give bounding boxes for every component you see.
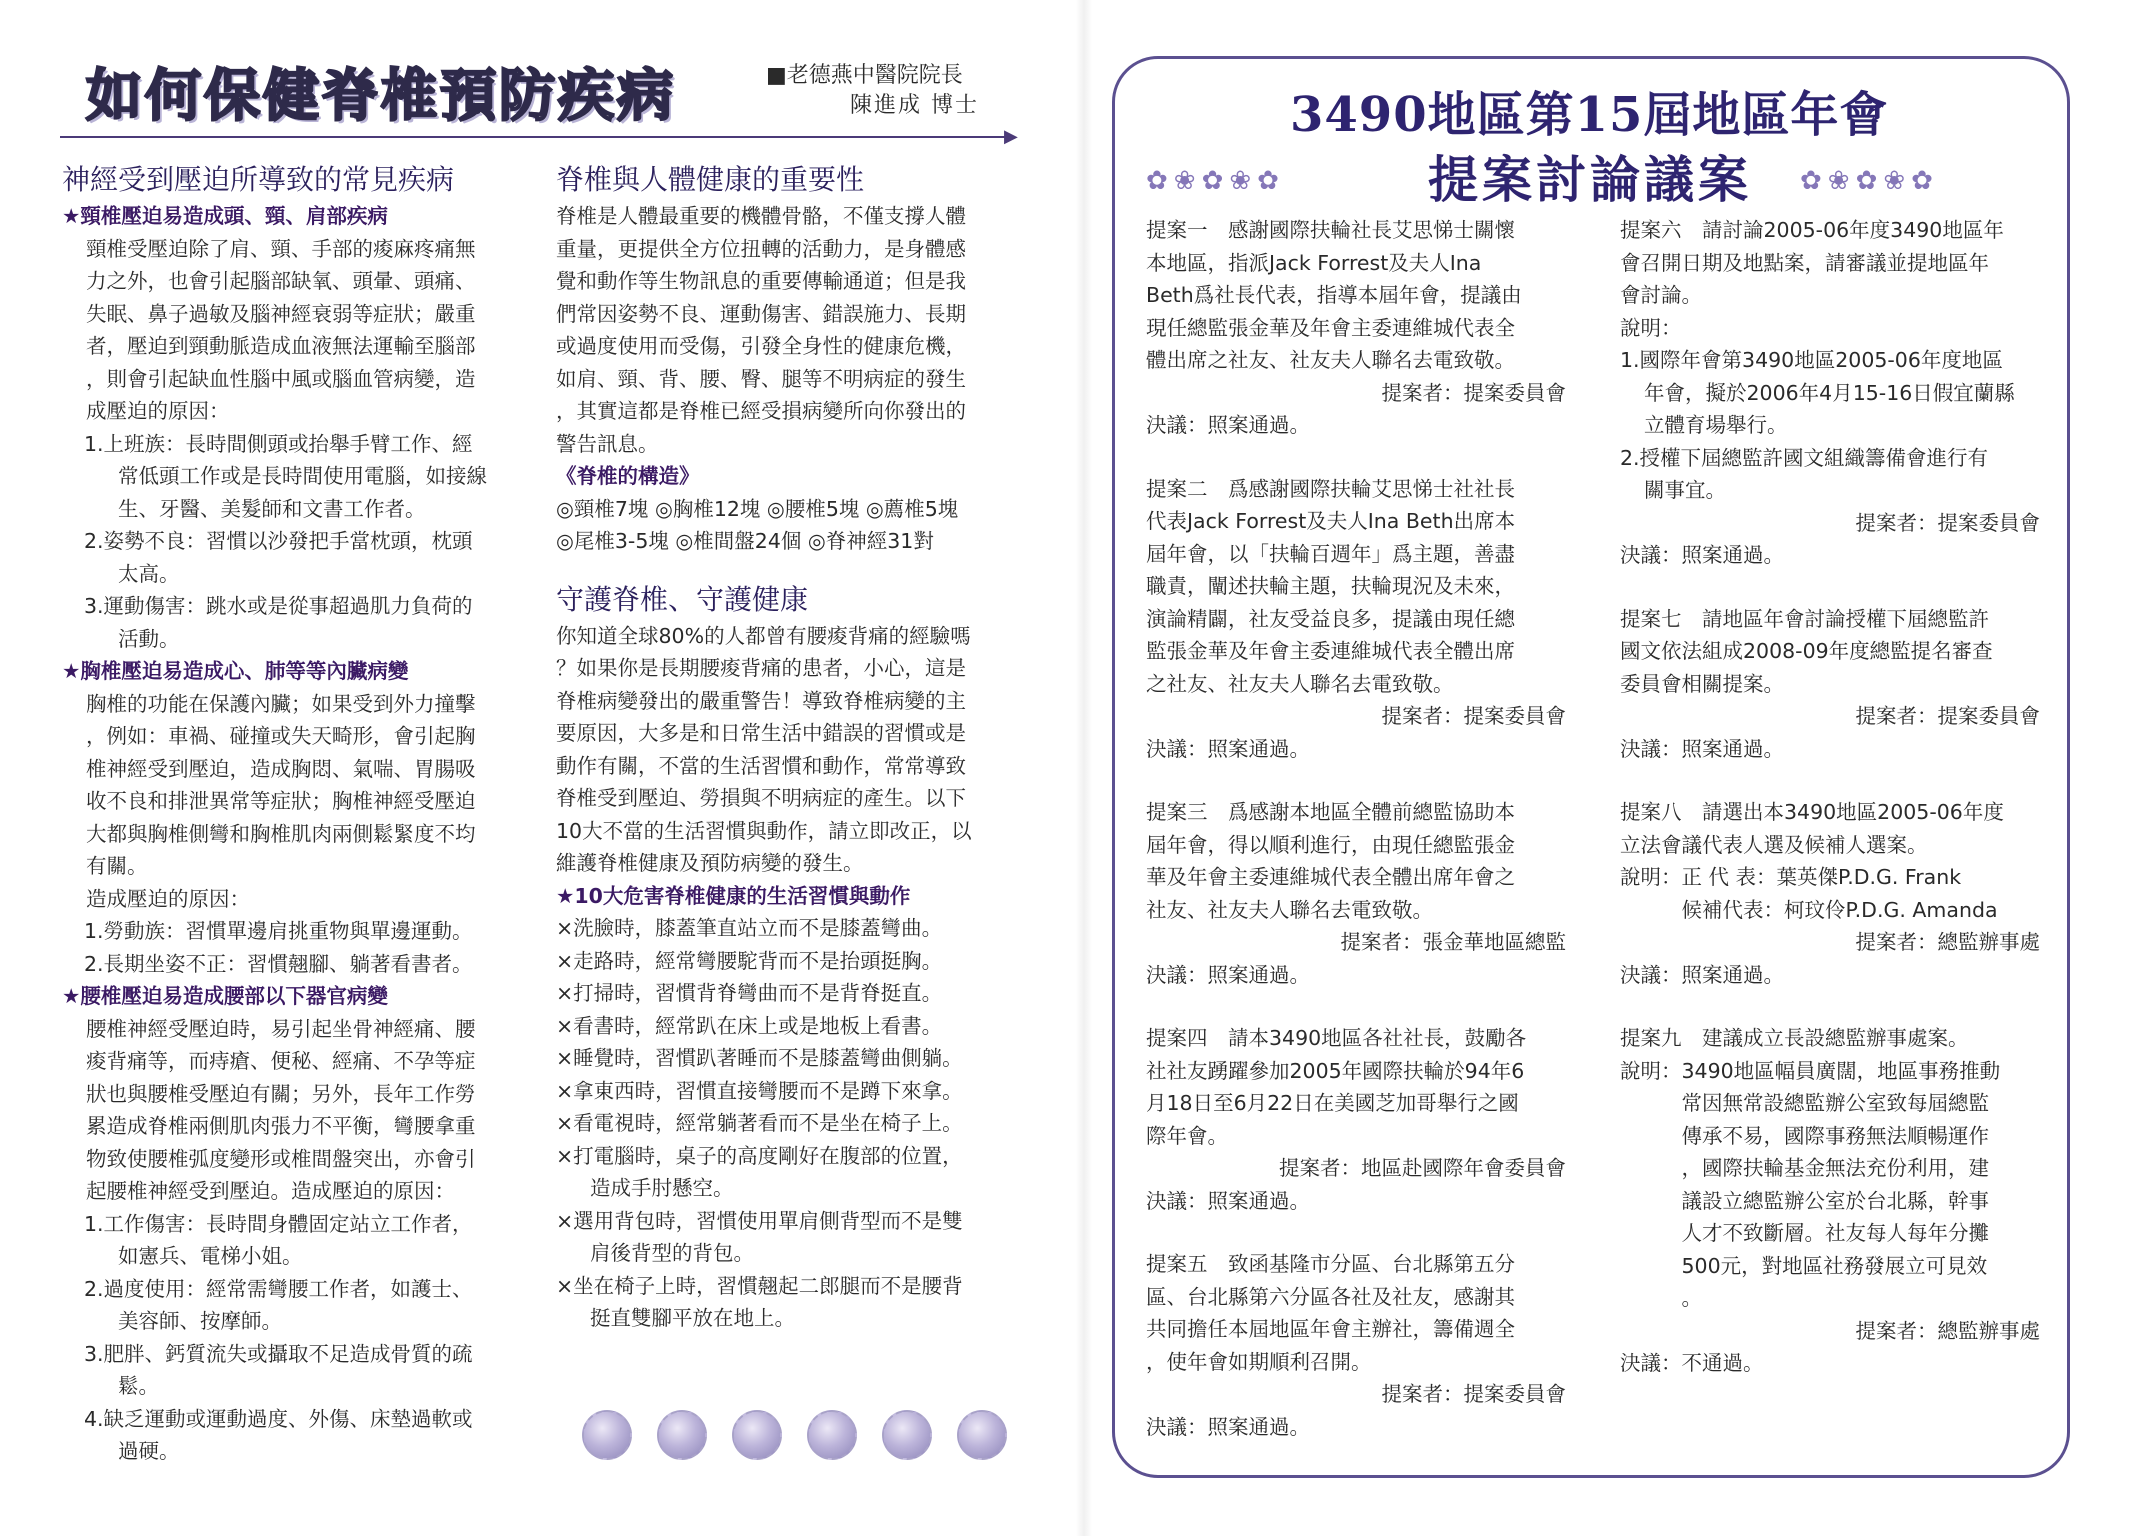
proposal-p3 [1146, 796, 1566, 991]
proposal-text-line: 監張金華及年會主委連維城代表全體出席 [1146, 639, 1515, 663]
proposer-line: 提案者：提案委員會 [1855, 704, 2040, 728]
proposal-p4 [1146, 1022, 1566, 1217]
list-item-line: 4.缺乏運動或運動過度、外傷、床墊過軟或 [84, 1406, 473, 1431]
list-item-line: 如憲兵、電梯小姐。 [118, 1244, 303, 1268]
resolution-line: 決議：照案通過。 [1620, 962, 1784, 987]
section-heading-protect: 守護脊椎、守護健康 [556, 582, 809, 616]
proposal-heading-line: 提案六 請討論2005-06年度3490地區年 [1620, 218, 2004, 242]
habits-list [556, 912, 1026, 1335]
text-line: 狀也與腰椎受壓迫有關；另外，長年工作勞 [86, 1081, 476, 1106]
proposal-p1 [1146, 214, 1566, 442]
proposal-p6 [1620, 214, 2040, 572]
proposal-p9 [1620, 1022, 2040, 1380]
proposals-column-2 [1620, 214, 2040, 1411]
resolution-line: 決議：不通過。 [1620, 1351, 1764, 1375]
text-line: 者，壓迫到頸動脈造成血液無法運輸至腦部 [86, 334, 476, 358]
cervical-causes-list [62, 428, 532, 656]
resolution-line: 決議：照案通過。 [1146, 1414, 1310, 1439]
text-line: 有關。 [86, 854, 148, 878]
resolution-line: 決議：照案通過。 [1146, 962, 1310, 987]
proposal-heading-line: 提案八 請選出本3490地區2005-06年度 [1620, 800, 2004, 824]
text-line: 大都與胸椎側彎和胸椎肌肉兩側鬆緊度不均 [86, 821, 476, 846]
cervical-body [62, 233, 532, 428]
proposal-text-line: 月18日至6月22日在美國芝加哥舉行之國 [1146, 1091, 1519, 1115]
proposal-text-line: 500元，對地區社務發展立可見效 [1620, 1253, 1988, 1278]
flower-decoration-left: ✿❀✿❀✿ [1146, 166, 1285, 196]
text-line: ◎頸椎7塊 ◎胸椎12塊 ◎腰椎5塊 ◎薦椎5塊 [556, 496, 959, 521]
proposal-text-line: 之社友、社友夫人聯名去電致敬。 [1146, 671, 1454, 696]
list-item-line: ×選用背包時，習慣使用單肩側背型而不是雙 [556, 1208, 963, 1233]
right-title: 3490地區第15屆地區年會 [1290, 87, 1889, 143]
text-line: 成壓迫的原因： [86, 399, 230, 423]
proposal-text-line: 議設立總監辦公室於台北縣，幹事 [1620, 1188, 1989, 1213]
text-line: 腰椎神經受壓迫時，易引起坐骨神經痛、腰 [86, 1016, 476, 1041]
flower-icon [957, 1410, 1007, 1460]
text-line: 力之外，也會引起腦部缺氧、頭暈、頭痛、 [86, 269, 476, 293]
proposal-text-line: 區、台北縣第六分區各社及社友，感謝其 [1146, 1284, 1515, 1309]
proposal-text-line: 立體育場舉行。 [1644, 413, 1788, 437]
proposal-p7 [1620, 603, 2040, 766]
list-item-line: 3.運動傷害：跳水或是從事超過肌力負荷的 [84, 594, 473, 618]
list-item-line: 美容師、按摩師。 [118, 1309, 282, 1333]
subheading-thoracic: ★胸椎壓迫易造成心、肺等等內臟病變 [62, 659, 409, 683]
flower-icon [657, 1410, 707, 1460]
proposal-p2 [1146, 473, 1566, 766]
habits-heading: ★10大危害脊椎健康的生活習慣與動作 [556, 883, 911, 908]
resolution-line: 決議：照案通過。 [1620, 543, 1784, 567]
proposal-text-line: 共同擔任本屆地區年會主辦社，籌備週全 [1146, 1317, 1515, 1341]
proposal-p5 [1146, 1248, 1566, 1443]
proposal-text-line: 年會，擬於2006年4月15-16日假宜蘭縣 [1644, 380, 2015, 405]
page-gutter [1076, 0, 1092, 1536]
list-item-line: 造成手肘懸空。 [590, 1176, 734, 1200]
proposal-text-line: ，使年會如期順利召開。 [1146, 1349, 1372, 1374]
thoracic-causes-list [62, 915, 532, 980]
proposal-text-line: Beth爲社長代表，指導本屆年會，提議由 [1146, 283, 1522, 307]
text-line: 失眠、鼻子過敏及腦神經衰弱等症狀；嚴重 [86, 301, 476, 326]
text-line: 胸椎的功能在保護內臟；如果受到外力撞擊 [86, 691, 476, 716]
text-line: ，其實這都是脊椎已經受損病變所向你發出的 [556, 399, 966, 423]
subheading-lumbar: ★腰椎壓迫易造成腰部以下器官病變 [62, 984, 388, 1008]
list-item-line: 2.姿勢不良：習慣以沙發把手當枕頭，枕頭 [84, 529, 473, 553]
proposal-text-line: 華及年會主委連維城代表全體出席年會之 [1146, 865, 1515, 889]
author-affiliation: ■老德燕中醫院院長 [766, 63, 963, 88]
proposal-heading-line: 提案九 建議成立長設總監辦事處案。 [1620, 1026, 1969, 1050]
text-line: 頸椎受壓迫除了肩、頸、手部的痠麻疼痛無 [86, 236, 476, 261]
subheading-cervical: ★頸椎壓迫易造成頭、頸、肩部疾病 [62, 204, 388, 228]
structure-heading: 《脊椎的構造》 [556, 464, 700, 488]
section-heading-importance: 脊椎與人體健康的重要性 [556, 163, 865, 196]
protect-body [556, 620, 1026, 880]
proposal-text-line: 。 [1620, 1286, 1702, 1310]
proposal-heading-line: 提案五 致函基隆市分區、台北縣第五分 [1146, 1252, 1515, 1276]
list-item-line: 1.勞動族：習慣單邊肩挑重物與單邊運動。 [84, 919, 473, 943]
proposal-text-line: 委員會相關提案。 [1620, 671, 1784, 696]
flower-icon [582, 1410, 632, 1460]
text-line: 累造成脊椎兩側肌肉張力不平衡，彎腰拿重 [86, 1114, 476, 1138]
text-line: ？如果你是長期腰痠背痛的患者，小心，這是 [556, 656, 966, 680]
text-line: 脊椎是人體最重要的機體骨骼，不僅支撐人體 [556, 204, 966, 228]
lumbar-causes-list [62, 1208, 532, 1468]
proposal-text-line: 候補代表：柯玟伶P.D.G. Amanda [1620, 897, 1998, 922]
list-item-line: ×打掃時，習慣背脊彎曲而不是背脊挺直。 [556, 981, 943, 1005]
proposal-text-line: 社友、社友夫人聯名去電致敬。 [1146, 897, 1433, 922]
proposal-text-line: 社社友踴躍參加2005年國際扶輪於94年6 [1146, 1058, 1525, 1083]
list-item-line: 過硬。 [118, 1439, 180, 1463]
list-item-line: ×睡覺時，習慣趴著睡而不是膝蓋彎曲側躺。 [556, 1046, 963, 1070]
text-line: 收不良和排泄異常等症狀；胸椎神經受壓迫 [86, 789, 476, 813]
text-line: 要原因，大多是和日常生活中錯誤的習慣或是 [556, 721, 966, 745]
resolution-line: 決議：照案通過。 [1620, 736, 1784, 761]
flower-decoration-right: ✿❀✿❀✿ [1800, 166, 1939, 196]
proposal-heading-line: 提案四 請本3490地區各社社長，鼓勵各 [1146, 1026, 1527, 1050]
title-rule-arrow: ▶ [1004, 126, 1018, 147]
text-line: 起腰椎神經受到壓迫。造成壓迫的原因： [86, 1179, 455, 1203]
proposal-text-line: 國文依法組成2008-09年度總監提名審查 [1620, 639, 1993, 663]
text-line: 你知道全球80%的人都曾有腰痠背痛的經驗嗎 [556, 623, 971, 648]
title-rule [60, 136, 1015, 138]
text-line: 或過度使用而受傷，引發全身性的健康危機， [556, 334, 966, 358]
proposal-text-line: 立法會議代表人選及候補人選案。 [1620, 832, 1928, 857]
proposal-text-line: 人才不致斷層。社友每人每年分攤 [1620, 1221, 1989, 1245]
proposer-line: 提案者：提案委員會 [1855, 510, 2040, 535]
text-line: 們常因姿勢不良、運動傷害、錯誤施力、長期 [556, 301, 966, 326]
left-column-2 [556, 160, 1026, 1335]
proposal-text-line: 關事宜。 [1644, 478, 1726, 502]
proposal-text-line: 本地區，指派Jack Forrest及夫人Ina [1146, 250, 1482, 275]
text-line: 覺和動作等生物訊息的重要傳輸通道；但是我 [556, 269, 966, 293]
structure-list [556, 493, 1026, 558]
list-item-line: 2.過度使用：經常需彎腰工作者，如護士、 [84, 1276, 473, 1301]
list-item-line: ×洗臉時，膝蓋筆直站立而不是膝蓋彎曲。 [556, 916, 943, 940]
list-item-line: ×看電視時，經常躺著看而不是坐在椅子上。 [556, 1111, 963, 1135]
author-name: 陳進成 博士 [850, 93, 979, 118]
text-line: 椎神經受到壓迫，造成胸悶、氣喘、胃腸吸 [86, 756, 476, 781]
list-item-line: 3.肥胖、鈣質流失或攝取不足造成骨質的疏 [84, 1341, 473, 1366]
thoracic-body [62, 688, 532, 883]
proposer-line: 提案者：提案委員會 [1381, 380, 1566, 405]
list-item-line: 常低頭工作或是長時間使用電腦，如接線 [118, 464, 487, 488]
text-line: ◎尾椎3-5塊 ◎椎間盤24個 ◎脊神經31對 [556, 529, 934, 553]
proposer-line: 提案者：地區赴國際年會委員會 [1279, 1156, 1566, 1180]
lumbar-body [62, 1013, 532, 1208]
proposal-text-line: 職責，闡述扶輪主題，扶輪現況及未來， [1146, 574, 1515, 598]
list-item-line: 太高。 [118, 561, 180, 586]
thoracic-cause-label: 造成壓迫的原因： [86, 886, 250, 911]
importance-body [556, 200, 1026, 460]
proposal-text-line: 常因無常設總監辦公室致每屆總監 [1620, 1091, 1989, 1115]
proposal-text-line: 傳承不易，國際事務無法順暢運作 [1620, 1123, 1989, 1148]
text-line: 痠背痛等，而痔瘡、便秘、經痛、不孕等症 [86, 1049, 476, 1073]
proposer-line: 提案者：提案委員會 [1381, 1382, 1566, 1406]
proposer-line: 提案者：總監辦事處 [1855, 1318, 2040, 1343]
list-item-line: 肩後背型的背包。 [590, 1241, 754, 1265]
proposal-text-line: 1.國際年會第3490地區2005-06年度地區 [1620, 348, 2003, 372]
text-line: ，例如：車禍、碰撞或失天畸形，會引起胸 [86, 724, 476, 748]
proposal-text-line: 現任總監張金華及年會主委連維城代表全 [1146, 315, 1515, 340]
proposal-text-line: 2.授權下屆總監許國文組織籌備會進行有 [1620, 445, 1989, 470]
list-item-line: 活動。 [118, 626, 180, 651]
proposals-column-1 [1146, 214, 1566, 1474]
proposal-text-line: 說明：正 代 表：葉英傑P.D.G. Frank [1620, 865, 1962, 889]
flower-icon [882, 1410, 932, 1460]
text-line: 警告訊息。 [556, 431, 659, 456]
list-item-line: ×坐在椅子上時，習慣翹起二郎腿而不是腰背 [556, 1273, 963, 1298]
proposal-text-line: 會討論。 [1620, 283, 1702, 307]
proposal-text-line: 會召開日期及地點案，請審議並提地區年 [1620, 250, 1989, 275]
text-line: ，則會引起缺血性腦中風或腦血管病變，造 [86, 366, 476, 391]
proposal-text-line: ，國際扶輪基金無法充份利用，建 [1620, 1156, 1989, 1180]
text-line: 維護脊椎健康及預防病變的發生。 [556, 851, 864, 875]
list-item-line: ×走路時，經常彎腰駝背而不是抬頭挺胸。 [556, 948, 943, 973]
list-item-line: 2.長期坐姿不正：習慣翹腳、躺著看書者。 [84, 951, 473, 976]
flower-icon [807, 1410, 857, 1460]
list-item-line: 挺直雙腳平放在地上。 [590, 1306, 795, 1330]
proposal-text-line: 說明： [1620, 315, 1682, 340]
resolution-line: 決議：照案通過。 [1146, 413, 1310, 437]
proposal-heading-line: 提案七 請地區年會討論授權下屆總監許 [1620, 606, 1989, 631]
list-item-line: 1.上班族：長時間側頭或抬舉手臂工作、經 [84, 431, 473, 456]
proposal-text-line: 屆年會，得以順利進行，由現任總監張金 [1146, 832, 1515, 857]
article-title: 如何保健脊椎預防疾病 [86, 63, 676, 129]
proposal-text-line: 演論精闢，社友受益良多，提議由現任總 [1146, 606, 1515, 631]
text-line: 物致使腰椎弧度變形或椎間盤突出，亦會引 [86, 1146, 476, 1171]
list-item-line: ×打電腦時，桌子的高度剛好在腹部的位置， [556, 1143, 963, 1168]
proposal-text-line: 屆年會，以「扶輪百週年」爲主題，善盡 [1146, 541, 1515, 566]
list-item-line: 生、牙醫、美髮師和文書工作者。 [118, 496, 426, 521]
proposer-line: 提案者：提案委員會 [1381, 704, 1566, 728]
list-item-line: ×拿東西時，習慣直接彎腰而不是蹲下來拿。 [556, 1078, 963, 1103]
proposal-text-line: 代表Jack Forrest及夫人Ina Beth出席本 [1146, 509, 1516, 533]
resolution-line: 決議：照案通過。 [1146, 736, 1310, 761]
text-line: 脊椎病變發出的嚴重警告！導致脊椎病變的主 [556, 688, 966, 713]
text-line: 重量，更提供全方位扭轉的活動力，是身體感 [556, 236, 966, 261]
section-heading-diseases: 神經受到壓迫所導致的常見疾病 [62, 163, 455, 196]
text-line: 動作有關，不當的生活習慣和動作，常常導致 [556, 753, 966, 778]
proposer-line: 提案者：張金華地區總監 [1340, 930, 1566, 954]
resolution-line: 決議：照案通過。 [1146, 1188, 1310, 1213]
proposer-line: 提案者：總監辦事處 [1855, 930, 2040, 954]
list-item-line: ×看書時，經常趴在床上或是地板上看書。 [556, 1013, 943, 1038]
text-line: 10大不當的生活習慣與動作，請立即改正，以 [556, 818, 972, 843]
proposal-p8 [1620, 796, 2040, 991]
text-line: 如肩、頸、背、腰、臀、腿等不明病症的發生 [556, 366, 966, 391]
list-item-line: 鬆。 [118, 1374, 159, 1398]
proposal-heading-line: 提案二 爲感謝國際扶輪艾思悌士社社長 [1146, 476, 1515, 501]
proposal-heading-line: 提案一 感謝國際扶輪社長艾思悌士關懷 [1146, 218, 1515, 242]
proposal-text-line: 說明：3490地區幅員廣闊，地區事務推動 [1620, 1058, 2001, 1083]
proposal-text-line: 體出席之社友、社友夫人聯名去電致敬。 [1146, 348, 1515, 372]
list-item-line: 1.工作傷害：長時間身體固定站立工作者， [84, 1211, 473, 1236]
text-line: 脊椎受到壓迫、勞損與不明病症的產生。以下 [556, 786, 966, 810]
proposal-heading-line: 提案三 爲感謝本地區全體前總監協助本 [1146, 800, 1515, 824]
proposal-text-line: 際年會。 [1146, 1123, 1228, 1148]
right-subtitle: 提案討論議案 [1428, 150, 1752, 209]
left-column-1 [62, 160, 532, 1468]
flower-icon [732, 1410, 782, 1460]
left-page [0, 0, 1060, 1536]
